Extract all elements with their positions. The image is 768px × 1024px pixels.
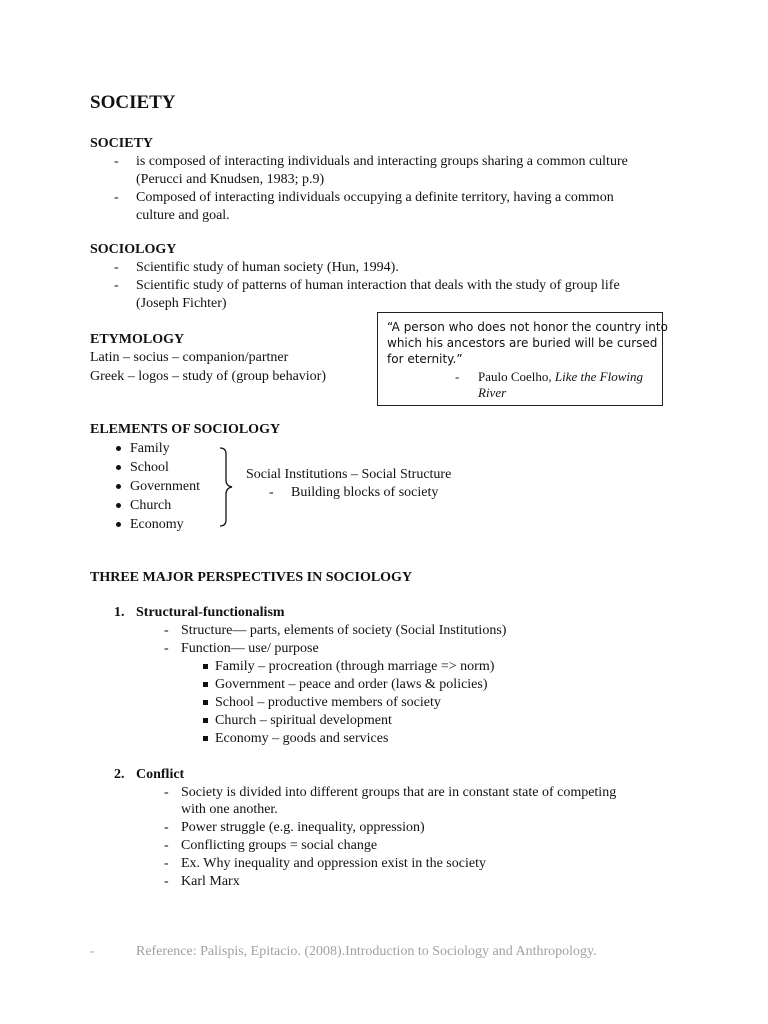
society-definition-2: Composed of interacting individuals occupying a definite territory, having a common: [136, 190, 614, 205]
quote-book-title: Like the Flowing: [554, 369, 644, 384]
page-title: SOCIETY: [90, 92, 176, 113]
dash-marker: -: [164, 623, 169, 638]
dash-marker: -: [114, 154, 119, 169]
dash-marker: -: [114, 260, 119, 275]
dash-marker: -: [164, 641, 169, 656]
quote-line-1: “A person who does not honor the country into: [387, 320, 668, 334]
element-item: School: [130, 460, 169, 475]
quote-box: [377, 312, 668, 406]
function-item: Government – peace and order (laws & policies): [215, 677, 488, 692]
quote-attribution: [478, 369, 643, 385]
square-bullet-icon: [203, 736, 208, 741]
quote-book-title-cont: River: [478, 385, 507, 400]
curly-brace-icon: [216, 446, 236, 528]
function-item: School – productive members of society: [215, 695, 441, 710]
dash-marker: -: [164, 785, 169, 800]
footer-dash: -: [90, 944, 95, 959]
etymology-latin: Latin – socius – companion/partner: [90, 350, 289, 365]
quote-author: Paulo Coelho,: [478, 369, 555, 384]
dash-marker: -: [164, 820, 169, 835]
function-item: Economy – goods and services: [215, 731, 389, 746]
sociology-definition-2: Scientific study of patterns of human interaction that deals with the study of group life: [136, 278, 620, 293]
society-heading: SOCIETY: [90, 136, 154, 151]
dash-marker: -: [164, 838, 169, 853]
structure-point: Structure— parts, elements of society (Social Institutions): [181, 623, 507, 638]
dash-marker: -: [164, 856, 169, 871]
society-definition-1: is composed of interacting individuals and interacting groups sharing a common culture: [136, 154, 628, 169]
social-institutions-label: Social Institutions – Social Structure: [246, 467, 452, 482]
dash-marker: -: [164, 874, 169, 889]
building-blocks-label: Building blocks of society: [291, 485, 439, 500]
conflict-point-1-cont: with one another.: [181, 802, 278, 817]
society-definition-2-cont: culture and goal.: [136, 208, 230, 223]
element-item: Church: [130, 498, 172, 513]
element-item: Economy: [130, 517, 184, 532]
footer-reference: Reference: Palispis, Epitacio. (2008).Introduction to Sociology and Anthropology.: [136, 944, 597, 959]
dash-marker: -: [114, 278, 119, 293]
etymology-greek: Greek – logos – study of (group behavior): [90, 369, 327, 384]
dash-marker: -: [455, 369, 460, 384]
conflict-point-2: Power struggle (e.g. inequality, oppression): [181, 820, 425, 835]
square-bullet-icon: [203, 682, 208, 687]
quote-attribution-cont: [478, 385, 506, 401]
function-item: Family – procreation (through marriage => norm): [215, 659, 495, 674]
perspectives-heading: THREE MAJOR PERSPECTIVES IN SOCIOLOGY: [90, 570, 413, 585]
bullet-icon: [116, 522, 121, 527]
bullet-icon: [116, 465, 121, 470]
bullet-icon: [116, 503, 121, 508]
bullet-icon: [116, 484, 121, 489]
function-item: Church – spiritual development: [215, 713, 392, 728]
sociology-definition-2-cont: (Joseph Fichter): [136, 296, 227, 311]
dash-marker: -: [114, 190, 119, 205]
dash-marker: -: [269, 485, 274, 500]
sociology-heading: SOCIOLOGY: [90, 242, 177, 257]
element-item: Family: [130, 441, 170, 456]
perspective-2-number: 2.: [114, 767, 125, 782]
quote-line-3: for eternity.”: [387, 352, 463, 366]
conflict-point-5: Karl Marx: [181, 874, 240, 889]
square-bullet-icon: [203, 718, 208, 723]
bullet-icon: [116, 446, 121, 451]
function-point: Function— use/ purpose: [181, 641, 319, 656]
perspective-2-title: Conflict: [136, 767, 185, 782]
perspective-1-title: Structural-functionalism: [136, 605, 285, 620]
etymology-heading: ETYMOLOGY: [90, 332, 185, 347]
element-item: Government: [130, 479, 200, 494]
conflict-point-3: Conflicting groups = social change: [181, 838, 378, 853]
conflict-point-1: Society is divided into different groups that are in constant state of competing: [181, 785, 617, 800]
square-bullet-icon: [203, 664, 208, 669]
perspective-1-number: 1.: [114, 605, 125, 620]
elements-heading: ELEMENTS OF SOCIOLOGY: [90, 422, 281, 437]
square-bullet-icon: [203, 700, 208, 705]
conflict-point-4: Ex. Why inequality and oppression exist in the society: [181, 856, 486, 871]
society-definition-1-cont: (Perucci and Knudsen, 1983; p.9): [136, 172, 325, 187]
quote-line-2: which his ancestors are buried will be cursed: [387, 336, 658, 350]
sociology-definition-1: Scientific study of human society (Hun, 1994).: [136, 260, 399, 275]
